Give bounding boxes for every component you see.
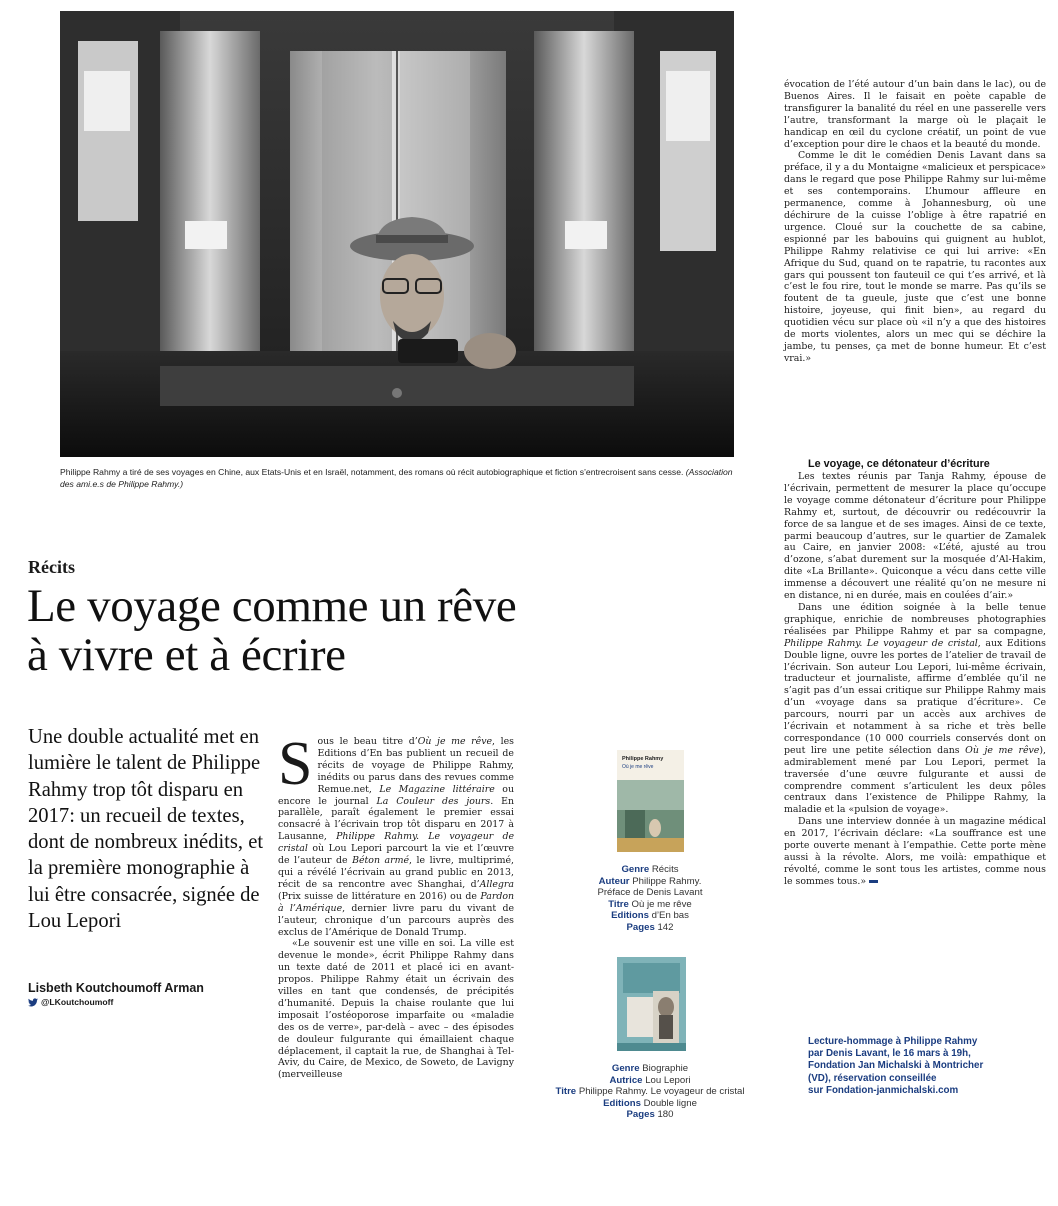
paragraph xyxy=(278,730,514,938)
author-twitter[interactable] xyxy=(28,997,113,1007)
publication-title: Le Magazine littéraire xyxy=(379,783,495,795)
drop-cap: S xyxy=(278,730,313,798)
book-cover-image xyxy=(617,750,684,852)
headline-line-2: à vivre et à écrire xyxy=(27,629,346,681)
value-author: Philippe Rahmy. xyxy=(632,875,702,887)
book-title: Philippe Rahmy. Le voyageur de cristal xyxy=(784,637,978,649)
text-run: , aux Editions Double ligne, ouvre les portes de l’atelier de travail de l’écrivain. Son auteur Lou Lepori, lui-même écrivain, traducteur et journaliste, affirme d’emblée qu’il ne s’agit pas d’un essai critique sur Philippe Rahmy mais d’un «voyage dans sa pratique d’écriture». Ce parcours, nourri par un accès aux archives de l’écrivain et notamment à sa riche et très belle correspondance (10 000 courriels conservés dont on peut lire une petite sélection dans xyxy=(784,637,1046,756)
text-run: , les Editions d’En bas publient un recueil de récits de voyage de Philippe Rahmy, inédits ou parus dans des revues comme Remue.net, xyxy=(317,736,514,795)
section-kicker: Récits xyxy=(28,557,75,577)
headline-line-1: Le voyage comme un rêve xyxy=(27,580,517,632)
elevator-selfie-image xyxy=(60,11,734,457)
value-pages: 142 xyxy=(657,921,674,933)
label-pages: Pages xyxy=(626,1109,655,1121)
end-of-article-mark xyxy=(869,880,878,883)
text-run: où Lou Lepori parcourt la vie et l’œuvre de l’auteur de xyxy=(278,843,514,867)
book-cover-image xyxy=(617,957,686,1051)
value-editions: d’En bas xyxy=(651,910,689,922)
book-title: Pardon à l’Amérique xyxy=(278,890,514,914)
value-pages: 180 xyxy=(657,1109,674,1121)
event-line: (VD), réservation conseillée xyxy=(808,1072,937,1084)
paragraph: «Le souvenir est une ville en soi. La ville est devenue le monde», écrit Philippe Rahmy dans un texte daté de 2011 et placé ici en avant-propos. Philippe Rahmy était un écrivain des villes en tant que condensés, de précipités d’humanité. Depuis la chaise roulante que lui imposait l’ostéoporose imparfaite ou «maladie des os de verre», par-delà – avec – des épisodes de douleur fulgurante qui émaillaient chaque déplacement, il captait la rue, de Shanghai à Tel-Aviv, du Caire, de Mexico, de Soweto, de Lavigny (merveilleuse xyxy=(278,938,514,1081)
value-title: Philippe Rahmy. Le voyageur de cristal xyxy=(578,1086,745,1098)
paragraph xyxy=(784,816,1046,887)
twitter-handle: @LKoutchoumoff xyxy=(41,997,114,1007)
text-run: ous le beau titre d’ xyxy=(317,736,418,747)
text-run: ou encore le journal xyxy=(278,783,514,807)
article-headline xyxy=(27,582,647,680)
section-subhead: Le voyage, ce détonateur d’écriture xyxy=(808,458,990,470)
book-title: Allegra xyxy=(479,878,514,890)
cover-title: Où je me rêve xyxy=(622,764,654,770)
book-info-2 xyxy=(540,1063,760,1121)
value-genre: Récits xyxy=(651,864,679,875)
label-editions: Editions xyxy=(611,910,649,922)
label-author: Auteur xyxy=(598,875,630,887)
label-author: Autrice xyxy=(609,1074,643,1086)
photo-credit: (Association des ami.e.s de Philippe Rahmy.) xyxy=(60,467,733,489)
book-cover-voyageur-de-cristal xyxy=(617,957,686,1051)
text-run: Dans une édition soignée à la belle tenue graphique, enrichie de nombreuses photographies réalisées par Philippe Rahmy et par sa compagne, xyxy=(784,601,1046,637)
paragraph: évocation de l’été autour d’un bain dans le lac), ou de Buenos Aires. Il le faisait en poète capable de transfigurer la banalité du réel en une passerelle vers l’autre, transformant la marge où le plaçait le handicap en œil du cyclone créatif, un point de vue d’exception pour dire le chaos et la beauté du monde. xyxy=(784,79,1046,150)
body-column-3-bottom xyxy=(784,471,1046,888)
label-editions: Editions xyxy=(603,1097,641,1109)
publication-title: La Couleur des jours xyxy=(376,795,491,807)
value-author: Lou Lepori xyxy=(645,1074,691,1086)
article-photo xyxy=(60,11,734,457)
body-column-1 xyxy=(278,730,514,1081)
book-title: Béton armé xyxy=(352,855,410,867)
value-editions: Double ligne xyxy=(643,1097,697,1109)
author-name: Lisbeth Koutchoumoff Arman xyxy=(28,981,204,995)
label-genre: Genre xyxy=(621,864,650,875)
paragraph: Comme le dit le comédien Denis Lavant dans sa préface, il y a du Montaigne «malicieux et perspicace» dans le regard que pose Philippe Rahmy sur lui-même et ses contemporains. L’humour affleure en permanence, comme à Johannesburg, où une déchirure de la cuisse l’oblige à être rapatrié en urgence. Cloué sur la couchette de sa cabine, espionné par les babouins qui guignent au hublot, Philippe Rahmy relativise ce qui lui arrive: «En Afrique du Sud, quand on te rapatrie, tu racontes aux gars qui poussent ton fauteuil ce qui t’es arrivé, et là c’est le fou rire, tout le monde se marre. Pas qu’ils se foutent de ta gueule, juste que c’est une bonne histoire, joyeuse, qui finit bien», au regard du quotidien vécu sur place où «il n’y a que des histoires de morts violentes, alors un mec qui se déchire la jambe, tu penses, ça met de bonne humeur. Et c’est vrai.» xyxy=(784,150,1046,364)
label-genre: Genre xyxy=(611,1063,640,1074)
event-line: Fondation Jan Michalski à Montricher xyxy=(808,1060,984,1072)
book-title: Où je me rêve xyxy=(965,744,1040,756)
value-preface: Préface de Denis Lavant xyxy=(597,887,703,899)
label-pages: Pages xyxy=(626,921,655,933)
article-lead: Une double actualité met en lumière le talent de Philippe Rahmy trop tôt disparu en 2017: un recueil de textes, dont de nombreux inédits, et la première monographie à lui être consacrée, signée de Lou Lepori xyxy=(28,726,264,933)
text-run: . En parallèle, paraît également le premier essai consacré à l’écrivain trop tôt disparu en 2017 à Lausanne, xyxy=(278,795,514,843)
book-title: Philippe Rahmy. Le voyageur de cristal xyxy=(278,831,514,855)
paragraph xyxy=(784,602,1046,816)
label-title: Titre xyxy=(608,898,629,910)
body-column-3-top xyxy=(784,79,1046,365)
photo-caption xyxy=(60,466,734,490)
twitter-icon xyxy=(28,998,38,1007)
text-run: ), admirablement mené par Lou Lepori, permet la traversée d’une œuvre fulgurante et aussi de comprendre comment s’articulent les deux pôles centraux dans l’existence de Philippe Rahmy, la maladie et la «pulsion de voyage». xyxy=(784,744,1046,816)
value-title: Où je me rêve xyxy=(631,898,692,910)
paragraph: Les textes réunis par Tanja Rahmy, épouse de l’écrivain, permettent de mesurer la place qu’occupe le voyage comme détonateur d’écriture pour Philippe Rahmy et, surtout, de découvrir ou redécouvrir la force de sa langue et de ses images. Ainsi de ce texte, parmi beaucoup d’autres, sur le quartier de Zamalek au Caire, en janvier 2008: «L’été, ajusté au trou d’ozone, s’abat durement sur la mosquée d’Al-Hakim, dite «La Brillante». Quiconque a vécu dans cette ville immense a découvert une réalité qu’on ne mesure ni en distance, ni en durée, mais en coulées d’air.» xyxy=(784,471,1046,602)
book-title: Où je me rêve xyxy=(417,736,493,747)
book-info-1 xyxy=(560,864,740,934)
book-cover-ou-je-me-reve xyxy=(617,750,684,852)
event-link[interactable]: sur Fondation-janmichalski.com xyxy=(808,1084,959,1096)
photo-caption-text: Philippe Rahmy a tiré de ses voyages en Chine, aux Etats-Unis et en Israël, notamment, des romans où récit autobiographique et fiction s’entrecroisent sans cesse. xyxy=(60,467,684,477)
text-run: (Prix suisse de littérature en 2016) ou de xyxy=(278,890,481,902)
event-info xyxy=(808,1036,1038,1097)
text-run: , le livre, multiprimé, qui a révélé l’écrivain au grand public en 2013, récit de sa rencontre avec Shanghai, d’ xyxy=(278,855,514,890)
value-genre: Biographie xyxy=(642,1063,689,1074)
event-line: Lecture-hommage à Philippe Rahmy xyxy=(808,1036,978,1047)
cover-author: Philippe Rahmy xyxy=(622,756,664,762)
label-title: Titre xyxy=(555,1086,577,1098)
text-run: , dernier livre paru du vivant de l’auteur, chronique d’un parcours auprès des exclus de l’Amérique de Donald Trump. xyxy=(278,902,514,938)
event-line: par Denis Lavant, le 16 mars à 19h, xyxy=(808,1048,971,1060)
text-run: Dans une interview donnée à un magazine médical en 2017, l’écrivain déclare: «La souffrance est une porte ouverte menant à l’empathie. Cette porte mène aussi à la révolte. Alors, me voilà: empathique et révolté, comme le sont tous les artistes, comme nous le sommes tous.» xyxy=(784,816,1046,887)
